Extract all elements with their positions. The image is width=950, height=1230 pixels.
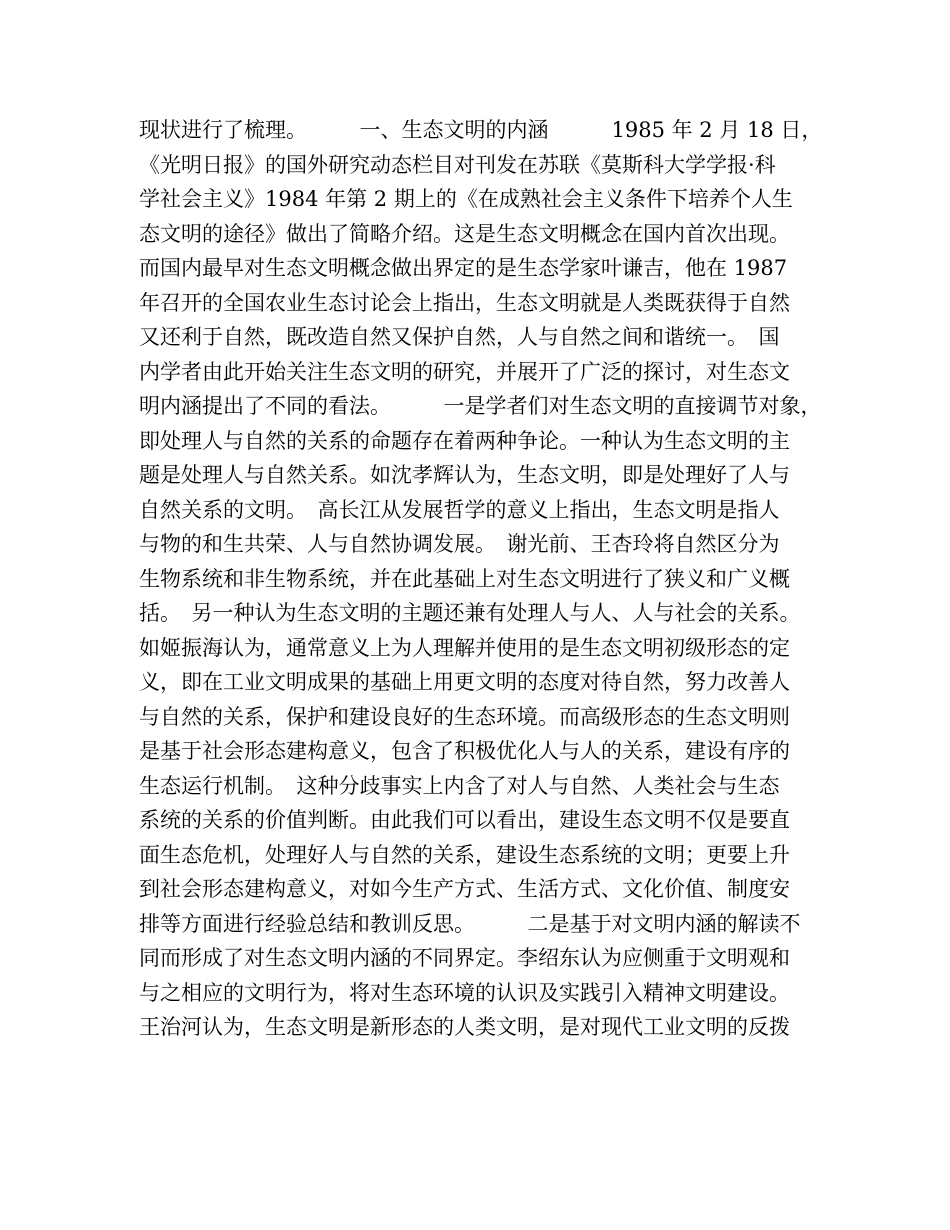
- text-line: 括。 另一种认为生态文明的主题还兼有处理人与人、人与社会的关系。: [139, 601, 801, 625]
- text-line: 即处理人与自然的关系的命题存在着两种争论。一种认为生态文明的主: [139, 428, 790, 453]
- text-line: 同而形成了对生态文明内涵的不同界定。李绍东认为应侧重于文明观和: [139, 946, 790, 970]
- text-line: 现状进行了梳理。 一、生态文明的内涵 1985 年 2 月 18 日，: [139, 118, 823, 142]
- text-line: 自然关系的文明。 高长江从发展哲学的意义上指出，生态文明是指人: [139, 497, 780, 522]
- text-line: 生物系统和非生物系统，并在此基础上对生态文明进行了狭义和广义概: [139, 566, 790, 591]
- text-line: 年召开的全国农业生态讨论会上指出，生态文明就是人类既获得于自然: [139, 290, 790, 315]
- text-line: 又还利于自然，既改造自然又保护自然，人与自然之间和谐统一。 国: [139, 325, 780, 349]
- text-line: 明内涵提出了不同的看法。 一是学者们对生态文明的直接调节对象，: [139, 394, 822, 418]
- text-line: 面生态危机，处理好人与自然的关系，建设生态系统的文明；更要上升: [139, 842, 790, 867]
- text-line: 如姬振海认为，通常意义上为人理解并使用的是生态文明初级形态的定: [139, 635, 790, 660]
- text-line: 到社会形态建构意义，对如今生产方式、生活方式、文化价值、制度安: [139, 877, 790, 901]
- text-line: 系统的关系的价值判断。由此我们可以看出，建设生态文明不仅是要直: [139, 808, 790, 832]
- text-line: 王治河认为，生态文明是新形态的人类文明，是对现代工业文明的反拨: [139, 1015, 790, 1039]
- text-line: 与物的和生共荣、人与自然协调发展。 谢光前、王杏玲将自然区分为: [139, 532, 780, 556]
- text-line: 而国内最早对生态文明概念做出界定的是生态学家叶谦吉，他在 1987: [139, 256, 788, 280]
- text-line: 学社会主义》1984 年第 2 期上的《在成熟社会主义条件下培养个人生: [139, 187, 793, 211]
- text-line: 态文明的途径》做出了简略介绍。这是生态文明概念在国内首次出现。: [139, 221, 790, 246]
- body-text: [139, 113, 829, 1045]
- text-line: 题是处理人与自然关系。如沈孝辉认为，生态文明，即是处理好了人与: [139, 463, 790, 487]
- text-line: 与自然的关系，保护和建设良好的生态环境。而高级形态的生态文明则: [139, 704, 790, 729]
- text-line: 与之相应的文明行为，将对生态环境的认识及实践引入精神文明建设。: [139, 980, 790, 1005]
- text-line: 《光明日报》的国外研究动态栏目对刊发在苏联《莫斯科大学学报·科: [139, 152, 776, 177]
- text-line: 义，即在工业文明成果的基础上用更文明的态度对待自然，努力改善人: [139, 670, 790, 694]
- text-line: 是基于社会形态建构意义，包含了积极优化人与人的关系，建设有序的: [139, 739, 790, 763]
- text-line: 排等方面进行经验总结和教训反思。 二是基于对文明内涵的解读不: [139, 911, 801, 936]
- text-line: 生态运行机制。 这种分歧事实上内含了对人与自然、人类社会与生态: [139, 773, 780, 798]
- text-line: 内学者由此开始关注生态文明的研究，并展开了广泛的探讨，对生态文: [139, 359, 790, 384]
